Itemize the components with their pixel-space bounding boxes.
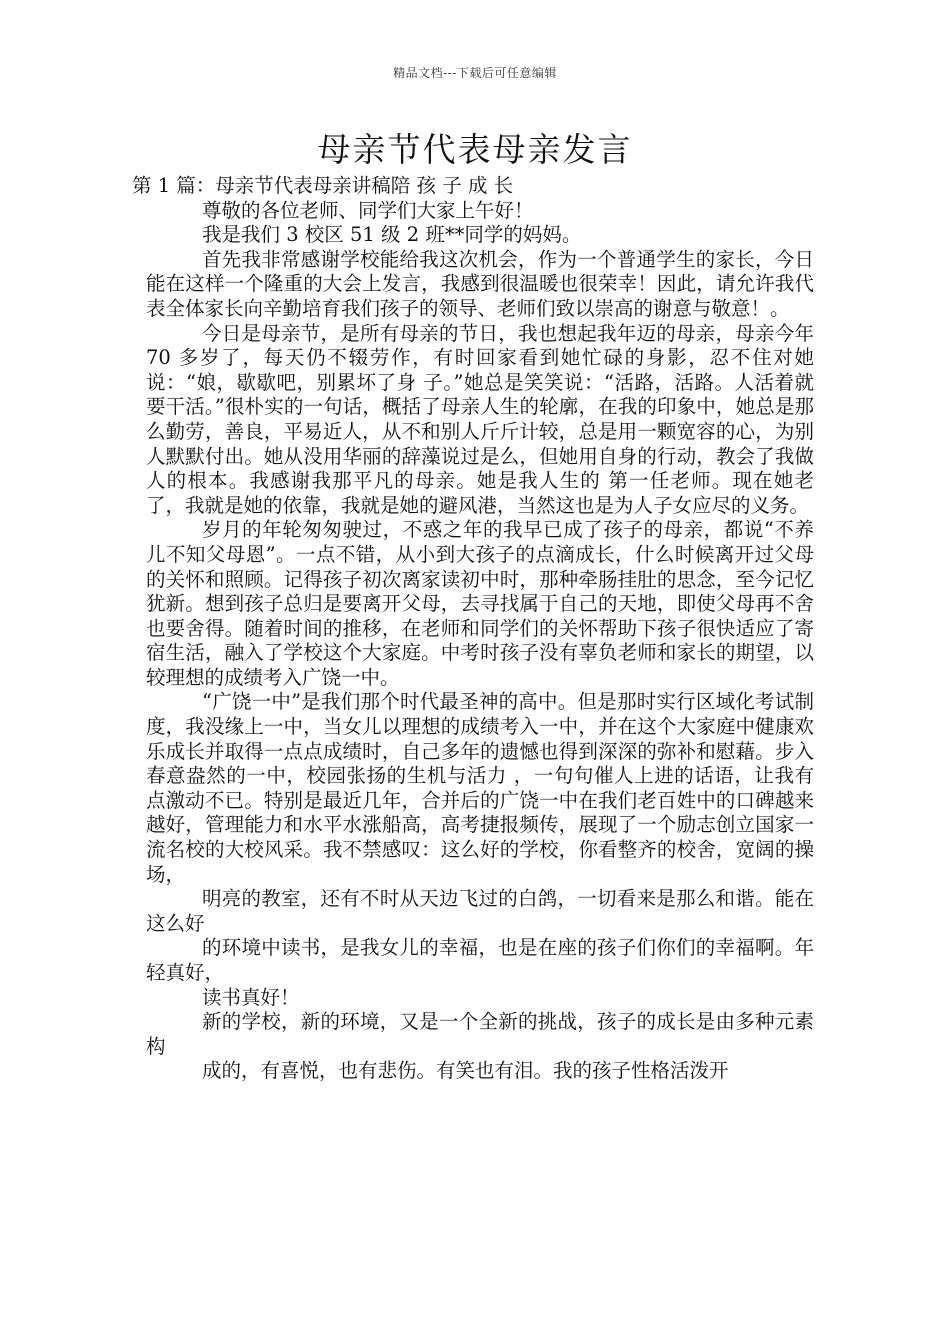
paragraph-environment: 的环境中读书，是我女儿的幸福，也是在座的孩子们你们的幸福啊。年轻真好， xyxy=(146,936,814,984)
paragraph-mothers-day: 今日是母亲节，是所有母亲的节日，我也想起我年迈的母亲，母亲今年 70 多岁了，每天仍不辍劳作，有时回家看到她忙碌的身影，忍不住对她说：“娘，歇歇吧，别累坏了身 子。”她总是笑笑说：“活路，活路。人活着就要干活。”很朴实的一句话，概括了母亲人生的轮廓，在我的印象中，她总是那么勤劳，善良，平易近人，从不和别人斤斤计较，总是用一颗宽容的心，为别人默默付出。她从没用华丽的辞藻说过是么，但她用自身的行动，教会了我做人的根本。我感谢我那平凡的母亲。她是我人生的 第一任老师。现在她老了，我就是她的依靠，我就是她的避风港，当然这也是为人子女应尽的义务。 xyxy=(146,321,814,517)
document-title: 母亲节代表母亲发言 xyxy=(317,130,633,169)
paragraph-classroom: 明亮的教室，还有不时从天边飞过的白鸽，一切看来是那么和谐。能在这么好 xyxy=(146,887,814,935)
document-subtitle: 第 1 篇：母亲节代表母亲讲稿陪 孩 子 成 长 xyxy=(132,174,514,197)
paragraph-school: “广饶一中”是我们那个时代最圣神的高中。但是那时实行区域化考试制度，我没缘上一中，当女儿以理想的成绩考入一中，并在这个大家庭中健康欢乐成长并取得一点点成绩时，自己多年的遗憾也得到深深的弥补和慰藉。步入春意盎然的一中，校园张扬的生机与活力 ，一句句催人上进的话语，让我有点激动不已。特别是最近几年，合并后的广饶一中在我们老百姓中的口碑越来越好，管理能力和水平水涨船高，高考捷报频传，展现了一个励志创立国家一流名校的大校风采。我不禁感叹：这么好的学校，你看整齐的校舍，宽阔的操场， xyxy=(146,690,814,886)
paragraph-introduction: 我是我们 3 校区 51 级 2 班**同学的妈妈。 xyxy=(202,223,582,247)
paragraph-thanks: 首先我非常感谢学校能给我这次机会，作为一个普通学生的家长，今日能在这样一个隆重的大会上发言，我感到很温暖也很荣幸！因此，请允许我代表全体家长向辛勤培育我们孩子的领导、老师们致以崇高的谢意与敬意！。 xyxy=(146,247,814,320)
page-header: 精品文档---下载后可任意编辑 xyxy=(393,66,557,80)
paragraph-growth: 成的，有喜悦，也有悲伤。有笑也有泪。我的孩子性格活泼开 xyxy=(202,1059,729,1083)
paragraph-growing-up: 岁月的年轮匆匆驶过，不惑之年的我早已成了孩子的母亲，都说“不养儿不知父母恩”。一点不错，从小到大孩子的点滴成长，什么时候离开过父母的关怀和照顾。记得孩子初次离家读初中时，那种牵肠挂肚的思念，至今记忆犹新。想到孩子总归是要离开父母，去寻找属于自己的天地，即使父母再不舍也要舍得。随着时间的推移，在老师和同学们的关怀帮助下孩子很快适应了寄宿生活，融入了学校这个大家庭。中考时孩子没有辜负老师和家长的期望，以较理想的成绩考入广饶一中。 xyxy=(146,518,814,689)
paragraph-new-school: 新的学校，新的环境，又是一个全新的挑战，孩子的成长是由多种元素构 xyxy=(146,1010,814,1058)
paragraph-greeting: 尊敬的各位老师、同学们大家上午好！ xyxy=(202,198,534,222)
paragraph-reading: 读书真好！ xyxy=(202,985,300,1009)
document-body xyxy=(132,174,814,1084)
